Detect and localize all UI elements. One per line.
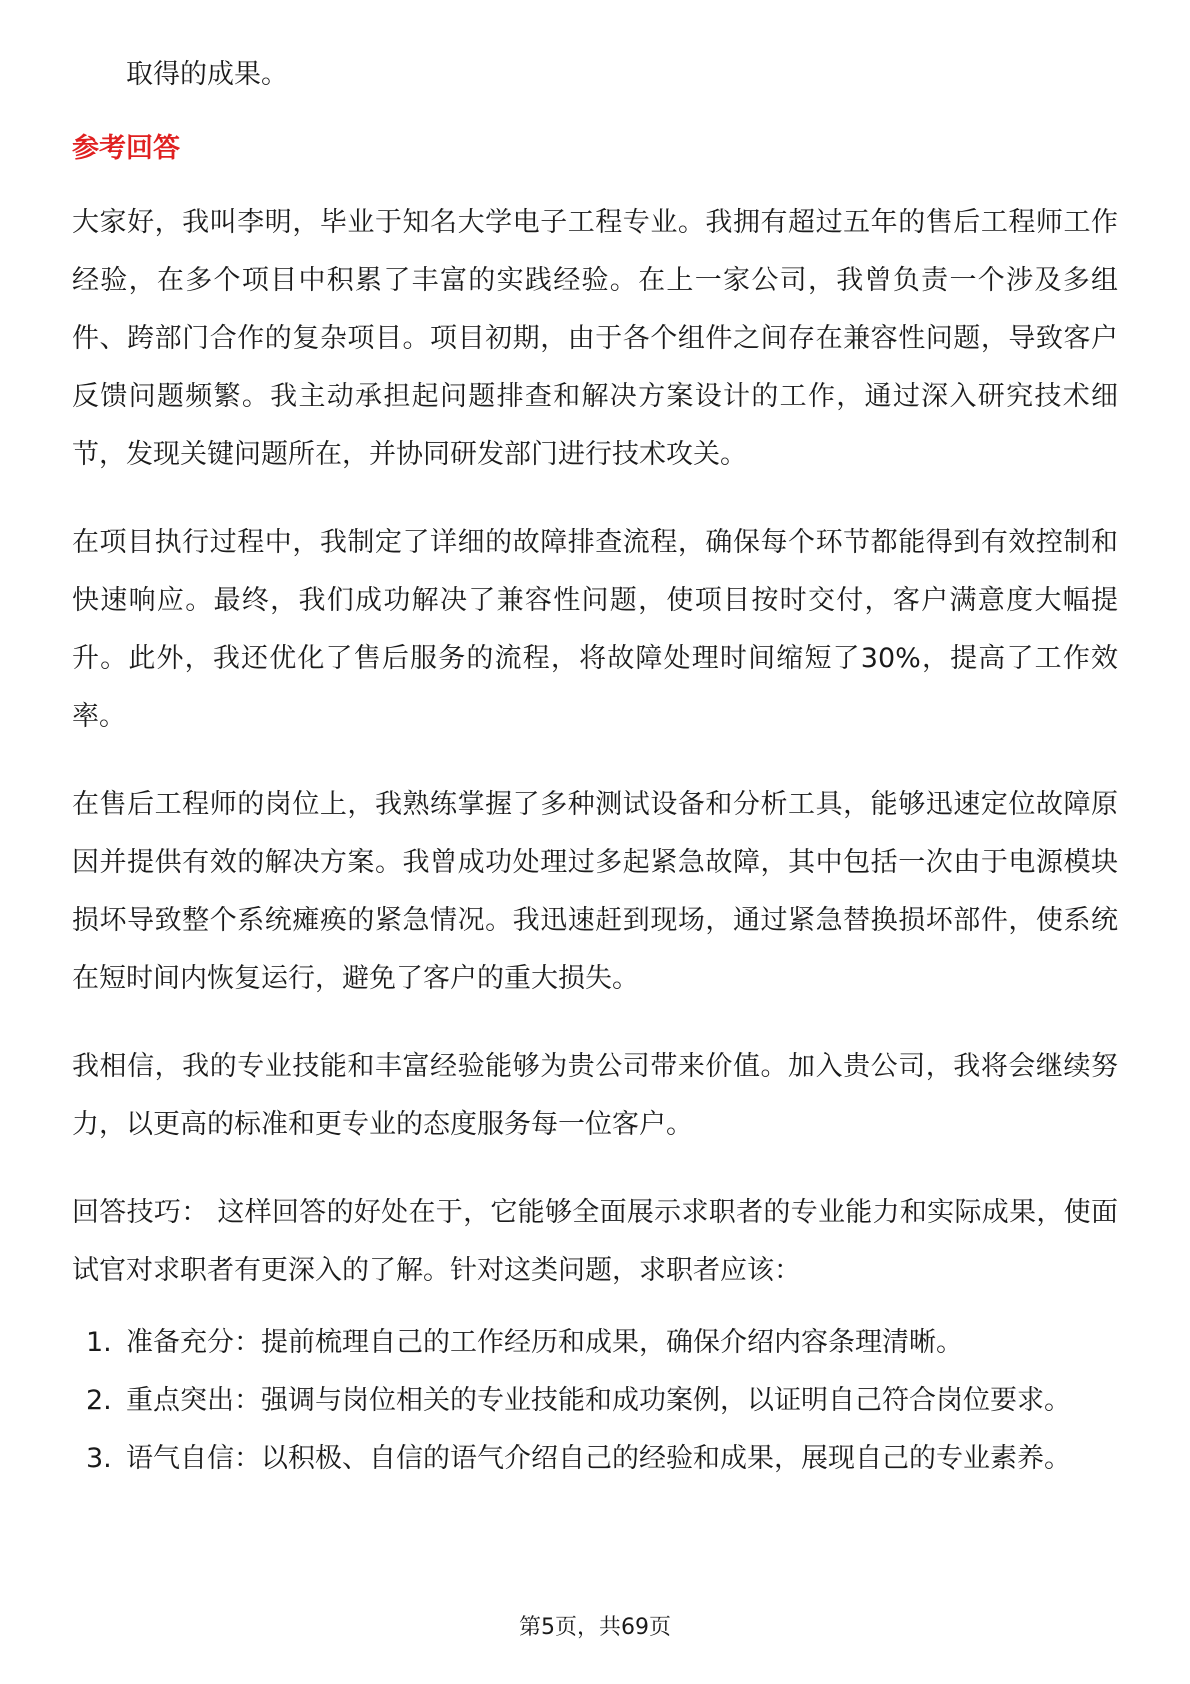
tips-list xyxy=(72,1314,1118,1488)
list-item-number: 3. xyxy=(86,1443,112,1474)
continuation-text: 取得的成果。 xyxy=(126,59,288,90)
section-heading: 参考回答 xyxy=(72,133,180,164)
list-item-number: 1. xyxy=(86,1327,112,1358)
list-item xyxy=(72,1430,1118,1488)
paragraph-1: 大家好，我叫李明，毕业于知名大学电子工程专业。我拥有超过五年的售后工程师工作经验，在多个项目中积累了丰富的实践经验。在上一家公司，我曾负责一个涉及多组件、跨部门合作的复杂项目。项目初期，由于各个组件之间存在兼容性问题，导致客户反馈问题频繁。我主动承担起问题排查和解决方案设计的工作，通过深入研究技术细节，发现关键问题所在，并协同研发部门进行技术攻关。 xyxy=(72,207,1118,470)
tips-paragraph: 回答技巧： 这样回答的好处在于，它能够全面展示求职者的专业能力和实际成果，使面试官对求职者有更深入的了解。针对这类问题，求职者应该： xyxy=(72,1197,1118,1286)
list-item-text: 重点突出：强调与岗位相关的专业技能和成功案例，以证明自己符合岗位要求。 xyxy=(126,1385,1071,1416)
paragraph-2: 在项目执行过程中，我制定了详细的故障排查流程，确保每个环节都能得到有效控制和快速响应。最终，我们成功解决了兼容性问题，使项目按时交付，客户满意度大幅提升。此外，我还优化了售后服务的流程，将故障处理时间缩短了30%，提高了工作效率。 xyxy=(72,527,1118,732)
page-number-footer: 第5页，共69页 xyxy=(519,1615,671,1640)
list-item-text: 准备充分：提前梳理自己的工作经历和成果，确保介绍内容条理清晰。 xyxy=(126,1327,963,1358)
list-item xyxy=(72,1314,1118,1372)
paragraph-3: 在售后工程师的岗位上，我熟练掌握了多种测试设备和分析工具，能够迅速定位故障原因并提供有效的解决方案。我曾成功处理过多起紧急故障，其中包括一次由于电源模块损坏导致整个系统瘫痪的紧急情况。我迅速赶到现场，通过紧急替换损坏部件，使系统在短时间内恢复运行，避免了客户的重大损失。 xyxy=(72,789,1118,994)
list-item-number: 2. xyxy=(86,1385,112,1416)
page-content xyxy=(72,52,1118,1488)
list-item xyxy=(72,1372,1118,1430)
paragraph-4: 我相信，我的专业技能和丰富经验能够为贵公司带来价值。加入贵公司，我将会继续努力，以更高的标准和更专业的态度服务每一位客户。 xyxy=(72,1051,1118,1140)
list-item-text: 语气自信：以积极、自信的语气介绍自己的经验和成果，展现自己的专业素养。 xyxy=(126,1443,1071,1474)
